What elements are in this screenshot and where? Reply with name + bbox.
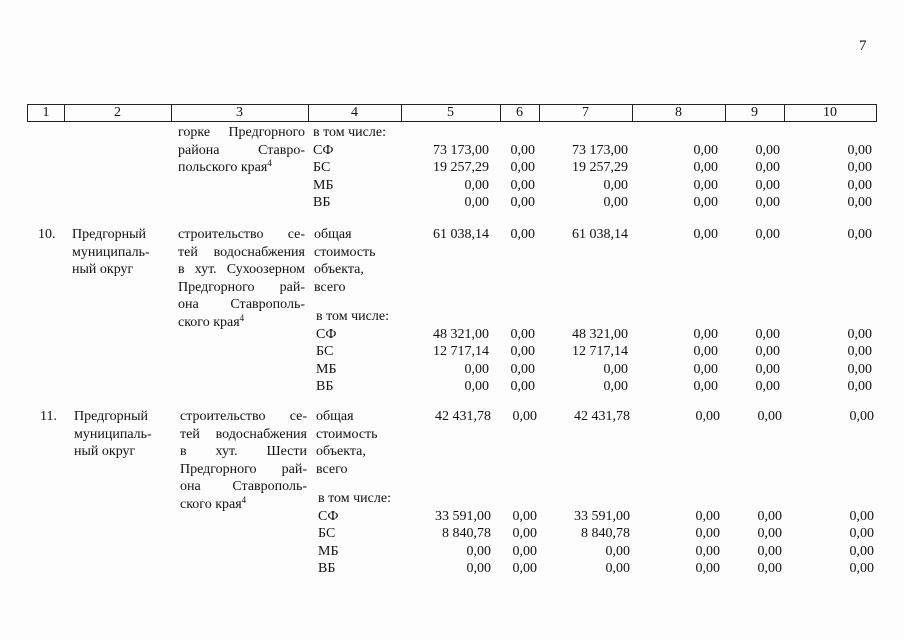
entry-0-row-2-c7: 0,00 bbox=[603, 361, 628, 377]
cont-row-2-c5: 0,00 bbox=[464, 177, 489, 193]
entry-1-row-2-c9: 0,00 bbox=[757, 543, 782, 559]
cont-row-1-c5: 19 257,29 bbox=[433, 160, 489, 175]
entry-1-row-1-c6: 0,00 bbox=[512, 526, 537, 541]
entry-0-row-2-c10: 0,00 bbox=[847, 361, 872, 377]
district-line: ный округ bbox=[72, 262, 134, 277]
entry-0-row-2-c5: 0,00 bbox=[464, 361, 489, 377]
entry-1-row-1-c7: 8 840,78 bbox=[581, 526, 630, 541]
table-header bbox=[27, 104, 877, 122]
entry-0-total-c5: 61 038,14 bbox=[433, 227, 489, 242]
entry-number: 10. bbox=[38, 227, 56, 242]
object-name-line: строительство се- bbox=[178, 227, 305, 242]
header-col-9: 9 bbox=[751, 105, 758, 120]
cont-row-0-c7: 73 173,00 bbox=[572, 142, 628, 158]
cont-row-3-c6: 0,00 bbox=[510, 195, 535, 210]
object-name-line: Предгорного рай- bbox=[178, 279, 305, 295]
source-label: СФ bbox=[316, 326, 337, 342]
object-name-line: тей водоснабжения bbox=[178, 244, 305, 260]
entry-1-row-3-c8: 0,00 bbox=[695, 561, 720, 576]
entry-1-row-0-c7: 33 591,00 bbox=[574, 508, 630, 524]
entry-0-row-1-c9: 0,00 bbox=[755, 344, 780, 359]
cont-row-1-c7: 19 257,29 bbox=[572, 160, 628, 175]
entry-0-row-2-c8: 0,00 bbox=[693, 361, 718, 377]
source-label: БС bbox=[313, 160, 331, 175]
cont-row-2-c7: 0,00 bbox=[603, 177, 628, 193]
entry-1-row-1-c9: 0,00 bbox=[757, 526, 782, 541]
entry-1-row-1-c8: 0,00 bbox=[695, 526, 720, 541]
entry-1-row-3-c5: 0,00 bbox=[466, 561, 491, 576]
entry-1-row-3-c6: 0,00 bbox=[512, 561, 537, 576]
entry-0-row-0-c6: 0,00 bbox=[510, 326, 535, 342]
header-col-5: 5 bbox=[447, 105, 454, 120]
total-cost-line: общая bbox=[314, 227, 352, 242]
cont-row-3-c5: 0,00 bbox=[464, 195, 489, 210]
entry-0-row-0-c5: 48 321,00 bbox=[433, 326, 489, 342]
header-col-10: 10 bbox=[823, 105, 837, 120]
header-col-6: 6 bbox=[516, 105, 523, 120]
footnote-ref: 4 bbox=[241, 494, 247, 505]
entry-0-row-1-c6: 0,00 bbox=[510, 344, 535, 359]
source-label: ВБ bbox=[318, 561, 336, 576]
total-cost-line: всего bbox=[314, 279, 346, 295]
cont-row-1-c6: 0,00 bbox=[510, 160, 535, 175]
header-col-7: 7 bbox=[582, 105, 589, 120]
cont-row-0-c5: 73 173,00 bbox=[433, 142, 489, 158]
district-line: муниципаль- bbox=[74, 426, 152, 442]
object-name-line: в хут. Шести bbox=[180, 444, 307, 459]
cont-row-0-c9: 0,00 bbox=[755, 142, 780, 158]
object-name-line: польского края$^4$ bbox=[178, 158, 272, 175]
entry-0-total-c7: 61 038,14 bbox=[572, 227, 628, 242]
district-line: ный округ bbox=[74, 444, 136, 459]
cont-row-0-c10: 0,00 bbox=[847, 142, 872, 158]
entry-1-row-3-c9: 0,00 bbox=[757, 561, 782, 576]
district-line: Предгорный bbox=[74, 409, 149, 424]
entry-1-row-0-c9: 0,00 bbox=[757, 508, 782, 524]
header-col-1: 1 bbox=[42, 105, 50, 120]
entry-1-row-2-c5: 0,00 bbox=[466, 543, 491, 559]
source-label: МБ bbox=[318, 543, 339, 559]
entry-0-row-1-c10: 0,00 bbox=[847, 344, 872, 359]
entry-1-total-c9: 0,00 bbox=[757, 409, 782, 424]
district-line: Предгорный bbox=[72, 227, 147, 242]
total-cost-line: стоимость bbox=[316, 426, 378, 442]
cont-row-2-c9: 0,00 bbox=[755, 177, 780, 193]
cont-row-2-c6: 0,00 bbox=[510, 177, 535, 193]
entry-number: 11. bbox=[40, 409, 57, 424]
object-name-line: она Ставрополь- bbox=[178, 297, 305, 312]
entry-0-row-0-c7: 48 321,00 bbox=[572, 326, 628, 342]
entry-1-total-c7: 42 431,78 bbox=[574, 409, 630, 424]
entry-1-total-c8: 0,00 bbox=[695, 409, 720, 424]
cont-row-1-c9: 0,00 bbox=[755, 160, 780, 175]
object-name-line: в хут. Сухоозерном bbox=[178, 262, 305, 277]
entry-1-row-0-c6: 0,00 bbox=[512, 508, 537, 524]
entry-1-row-2-c7: 0,00 bbox=[605, 543, 630, 559]
entry-1-total-c6: 0,00 bbox=[512, 409, 537, 424]
object-name-line: Предгорного рай- bbox=[180, 461, 307, 477]
cont-row-2-c10: 0,00 bbox=[847, 177, 872, 193]
cont-row-3-c7: 0,00 bbox=[603, 195, 628, 210]
total-cost-line: объекта, bbox=[314, 262, 364, 277]
entry-1-total-c10: 0,00 bbox=[849, 409, 874, 424]
entry-1-row-3-c7: 0,00 bbox=[605, 561, 630, 576]
object-name-line: ского края$^4$ bbox=[178, 312, 245, 330]
page-number: 7 bbox=[859, 38, 867, 54]
total-cost-line: объекта, bbox=[316, 444, 366, 459]
entry-1-total-c5: 42 431,78 bbox=[435, 409, 491, 424]
cont-row-3-c8: 0,00 bbox=[693, 195, 718, 210]
entry-0-row-1-c5: 12 717,14 bbox=[433, 344, 489, 359]
including-label: в том числе: bbox=[318, 491, 391, 506]
cont-row-1-c10: 0,00 bbox=[847, 160, 872, 175]
object-name-line: она Ставрополь- bbox=[180, 479, 307, 494]
header-col-8: 8 bbox=[675, 105, 682, 120]
total-cost-line: общая bbox=[316, 409, 354, 424]
entry-0-row-3-c5: 0,00 bbox=[464, 379, 489, 394]
entry-1-row-2-c6: 0,00 bbox=[512, 543, 537, 559]
entry-0-row-3-c10: 0,00 bbox=[847, 379, 872, 394]
district-line: муниципаль- bbox=[72, 244, 150, 260]
footnote-ref: 4 bbox=[239, 312, 245, 323]
source-label: ВБ bbox=[316, 379, 334, 394]
source-label: МБ bbox=[313, 177, 334, 193]
entry-1-row-0-c10: 0,00 bbox=[849, 508, 874, 524]
source-label: СФ bbox=[313, 142, 334, 158]
entry-0-row-3-c8: 0,00 bbox=[693, 379, 718, 394]
cont-row-1-c8: 0,00 bbox=[693, 160, 718, 175]
footnote-ref: 4 bbox=[267, 158, 272, 168]
entry-0-row-0-c10: 0,00 bbox=[847, 326, 872, 342]
entry-0-total-c9: 0,00 bbox=[755, 227, 780, 242]
source-label: ВБ bbox=[313, 195, 331, 210]
entry-0-total-c6: 0,00 bbox=[510, 227, 535, 242]
entry-1-row-0-c8: 0,00 bbox=[695, 508, 720, 524]
header-col-4: 4 bbox=[351, 105, 358, 120]
entry-0-row-3-c6: 0,00 bbox=[510, 379, 535, 394]
entry-0-row-2-c6: 0,00 bbox=[510, 361, 535, 377]
entry-0-row-0-c8: 0,00 bbox=[693, 326, 718, 342]
header-col-3: 3 bbox=[236, 105, 243, 120]
header-col-2: 2 bbox=[114, 105, 121, 120]
total-cost-line: стоимость bbox=[314, 244, 376, 260]
object-name-line: района Ставро- bbox=[178, 142, 305, 158]
entry-0-row-1-c8: 0,00 bbox=[693, 344, 718, 359]
source-label: МБ bbox=[316, 361, 337, 377]
cont-row-0-c6: 0,00 bbox=[510, 142, 535, 158]
entry-0-row-3-c7: 0,00 bbox=[603, 379, 628, 394]
source-label: БС bbox=[316, 344, 334, 359]
cont-row-3-c10: 0,00 bbox=[847, 195, 872, 210]
entry-1-row-1-c5: 8 840,78 bbox=[442, 526, 491, 541]
total-cost-line: всего bbox=[316, 461, 348, 477]
including-label: в том числе: bbox=[316, 309, 389, 324]
including-label: в том числе: bbox=[313, 125, 386, 140]
entry-0-total-c8: 0,00 bbox=[693, 227, 718, 242]
entry-0-row-3-c9: 0,00 bbox=[755, 379, 780, 394]
entry-1-row-0-c5: 33 591,00 bbox=[435, 508, 491, 524]
source-label: БС bbox=[318, 526, 336, 541]
cont-row-2-c8: 0,00 bbox=[693, 177, 718, 193]
entry-1-row-2-c8: 0,00 bbox=[695, 543, 720, 559]
entry-1-row-2-c10: 0,00 bbox=[849, 543, 874, 559]
cont-row-3-c9: 0,00 bbox=[755, 195, 780, 210]
entry-1-row-1-c10: 0,00 bbox=[849, 526, 874, 541]
object-name-line: горке Предгорного bbox=[178, 125, 305, 140]
entry-0-row-0-c9: 0,00 bbox=[755, 326, 780, 342]
entry-1-row-3-c10: 0,00 bbox=[849, 561, 874, 576]
entry-0-row-1-c7: 12 717,14 bbox=[572, 344, 628, 359]
cont-row-0-c8: 0,00 bbox=[693, 142, 718, 158]
source-label: СФ bbox=[318, 508, 339, 524]
entry-0-row-2-c9: 0,00 bbox=[755, 361, 780, 377]
object-name-line: тей водоснабжения bbox=[180, 426, 307, 442]
object-name-line: строительство се- bbox=[180, 409, 307, 424]
object-name-line: ского края$^4$ bbox=[180, 494, 247, 512]
entry-0-total-c10: 0,00 bbox=[847, 227, 872, 242]
